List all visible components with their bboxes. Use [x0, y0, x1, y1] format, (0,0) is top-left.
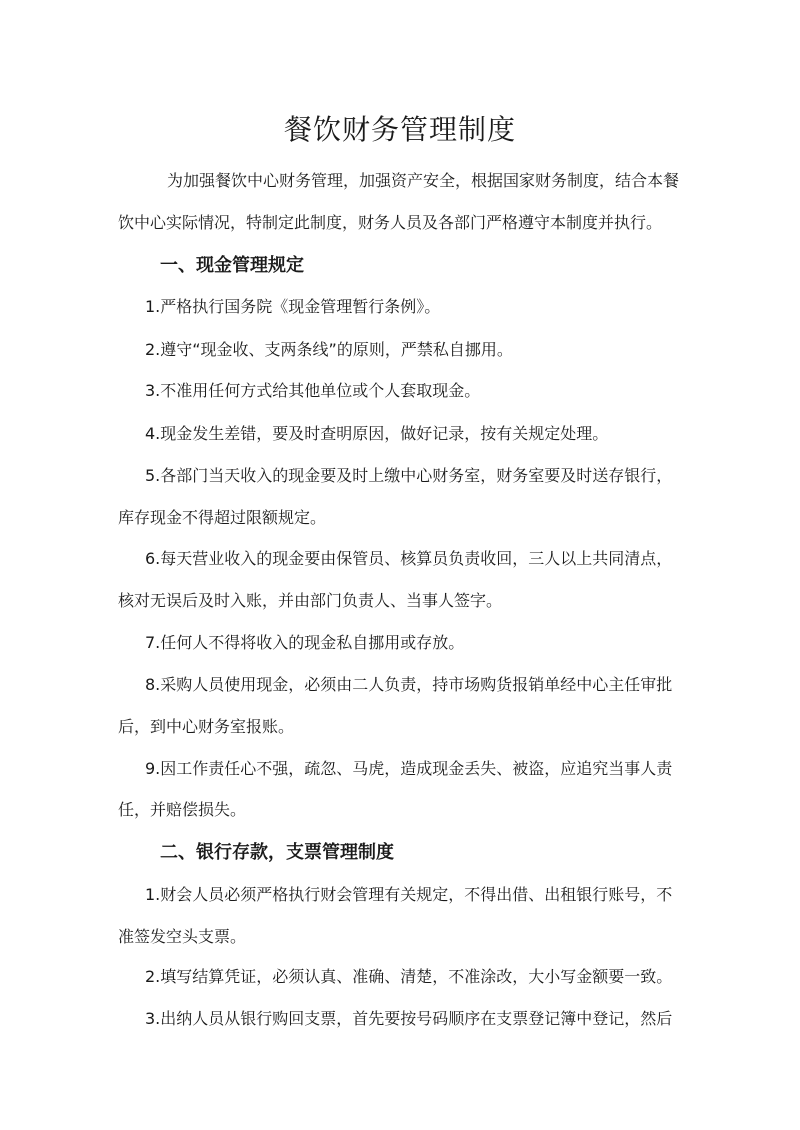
s1-item-1: 1.严格执行国务院《现金管理暂行条例》。 [145, 297, 441, 316]
s2-item-2: 2.填写结算凭证，必须认真、准确、清楚，不准涂改，大小写金额要一致。 [145, 967, 673, 986]
section-1-heading: 一、现金管理规定 [160, 255, 304, 276]
section-2-heading: 二、银行存款，支票管理制度 [160, 842, 394, 863]
s1-item-8-line-1: 8.采购人员使用现金，必须由二人负责，持市场购货报销单经中心主任审批 [145, 675, 673, 694]
s2-item-3-line-1: 3.出纳人员从银行购回支票，首先要按号码顺序在支票登记簿中登记，然后 [145, 1009, 673, 1028]
s2-item-1-line-1: 1.财会人员必须严格执行财会管理有关规定，不得出借、出租银行账号，不 [145, 885, 673, 904]
intro-line-2: 饮中心实际情况，特制定此制度，财务人员及各部门严格遵守本制度并执行。 [118, 213, 663, 232]
s1-item-6-line-2: 核对无误后及时入账，并由部门负责人、当事人签字。 [118, 591, 503, 610]
s1-item-5-line-2: 库存现金不得超过限额规定。 [118, 508, 327, 527]
s1-item-8-line-2: 后，到中心财务室报账。 [118, 717, 295, 736]
intro-line-1: 为加强餐饮中心财务管理，加强资产安全，根据国家财务制度，结合本餐 [167, 171, 680, 190]
s1-item-4: 4.现金发生差错，要及时查明原因，做好记录，按有关规定处理。 [145, 424, 609, 443]
s1-item-6-line-1: 6.每天营业收入的现金要由保管员、核算员负责收回，三人以上共同清点， [145, 549, 673, 568]
s1-item-9-line-1: 9.因工作责任心不强，疏忽、马虎，造成现金丢失、被盗，应追究当事人责 [145, 759, 673, 778]
document-title: 餐饮财务管理制度 [283, 113, 516, 146]
s1-item-2: 2.遵守“现金收、支两条线”的原则，严禁私自挪用。 [145, 340, 513, 359]
s1-item-9-line-2: 任，并赔偿损失。 [118, 800, 247, 819]
s1-item-3: 3.不准用任何方式给其他单位或个人套取现金。 [145, 381, 481, 400]
s2-item-1-line-2: 准签发空头支票。 [118, 927, 247, 946]
s1-item-5-line-1: 5.各部门当天收入的现金要及时上缴中心财务室，财务室要及时送存银行， [145, 466, 673, 485]
s1-item-7: 7.任何人不得将收入的现金私自挪用或存放。 [145, 633, 465, 652]
